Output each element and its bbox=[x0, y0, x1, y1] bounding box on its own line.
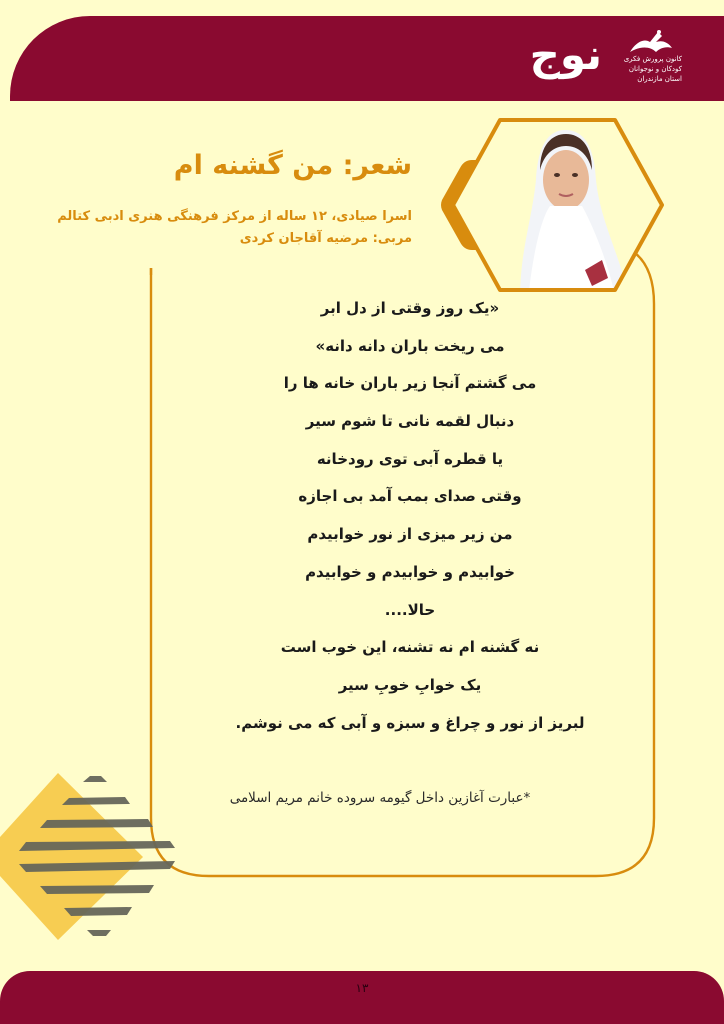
logo-org-name: کانون پرورش فکری کودکان و نوجوانان استان مازندران bbox=[623, 55, 682, 83]
poem-line: حالا.... bbox=[384, 600, 436, 619]
poem-line: یک خوابِ خوبِ سیر bbox=[338, 675, 482, 694]
poem-line: لبریز از نور و چراغ و سبزه و آبی که می نوشم. bbox=[235, 713, 585, 732]
poem-line: دنبال لقمه نانی تا شوم سیر bbox=[305, 412, 515, 431]
author-line: اسرا صیادی، ۱۲ ساله از مرکز فرهنگی هنری ادبی کتالم bbox=[57, 209, 412, 224]
footnote: *عبارت آغازین داخل گیومه سروده خانم مریم اسلامی bbox=[229, 790, 531, 806]
page-title: شعر: من گشنه ام bbox=[173, 150, 412, 181]
poem-line: نه گشنه ام نه تشنه، این خوب است bbox=[280, 638, 540, 657]
diamond-stripes-decoration bbox=[0, 770, 200, 950]
poem-line: یا قطره آبی توی رودخانه bbox=[316, 449, 504, 468]
poem-line: وقتی صدای بمب آمد بی اجازه bbox=[298, 487, 522, 506]
page-number: ۱۳ bbox=[355, 981, 369, 995]
poem-body bbox=[200, 290, 620, 742]
poem-line: می ریخت باران دانه دانه» bbox=[315, 336, 505, 355]
author-portrait bbox=[440, 110, 670, 300]
coach-line: مربی: مرضیه آقاجان کردی bbox=[239, 231, 412, 246]
poem-line: من زیر میزی از نور خوابیدم bbox=[307, 525, 513, 544]
logo-wordmark: نوج bbox=[529, 30, 602, 79]
poem-line: می گشتم آنجا زیر باران خانه ها را bbox=[283, 374, 537, 393]
poem-line: خوابیدم و خوابیدم و خوابیدم bbox=[305, 562, 515, 581]
poem-line: «یک روز وقتی از دل ابر bbox=[320, 299, 500, 317]
